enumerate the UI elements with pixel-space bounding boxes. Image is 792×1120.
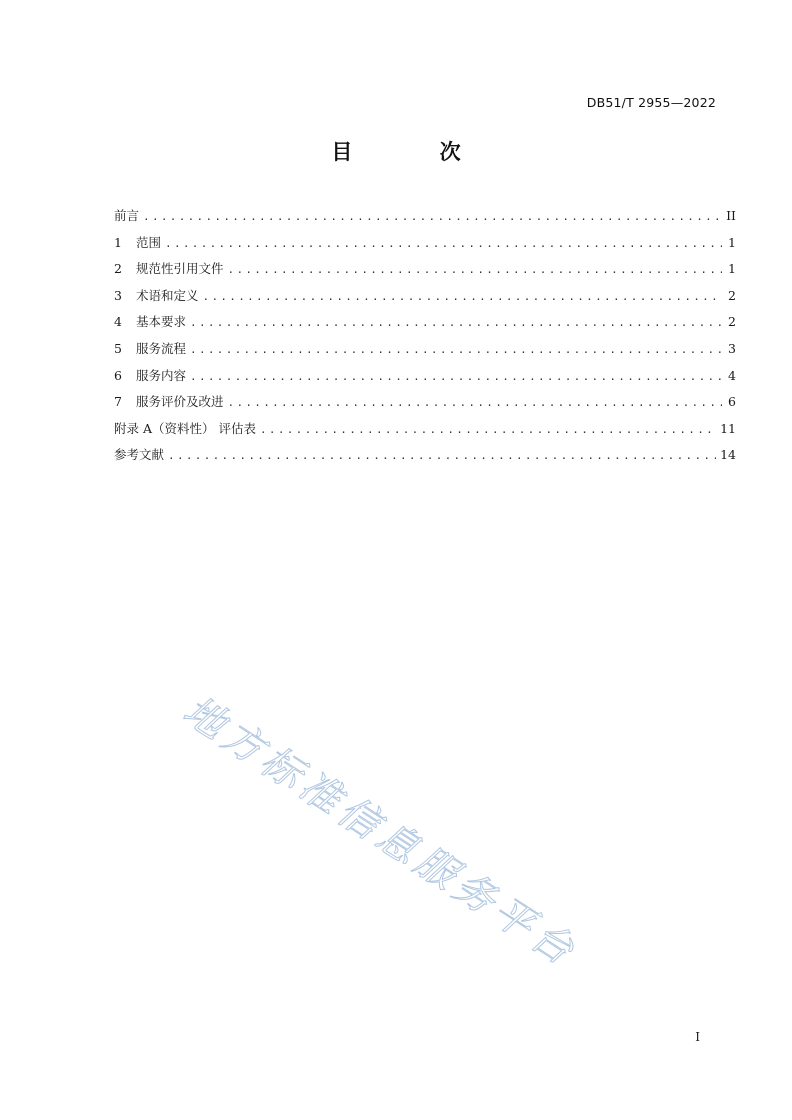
toc-entry-label: 基本要求 — [136, 314, 187, 330]
toc-entry-number: 7 — [114, 394, 122, 410]
toc-entry-service-content[interactable] — [114, 366, 736, 393]
toc-entry-page: 4 — [728, 367, 736, 383]
toc-entry-page: 11 — [720, 420, 736, 436]
toc-entry-scope[interactable] — [114, 233, 736, 260]
toc-entry-terms-definitions[interactable] — [114, 286, 736, 313]
watermark: 地方标准信息服务平台 — [175, 687, 586, 977]
toc-entry-number: 1 — [114, 234, 122, 250]
toc-entry-number: 6 — [114, 367, 122, 383]
toc-entry-page: II — [726, 208, 736, 223]
toc-entry-label: 规范性引用文件 — [136, 261, 224, 277]
toc-entry-label: 前言 — [114, 208, 140, 223]
toc-entry-normative-references[interactable] — [114, 259, 736, 286]
toc-entry-service-process[interactable] — [114, 339, 736, 366]
dot-leader — [143, 210, 722, 223]
toc-entry-page: 1 — [728, 234, 736, 250]
toc-entry-page: 2 — [728, 287, 736, 303]
table-of-contents — [114, 206, 736, 472]
toc-entry-label: 范围 — [136, 234, 162, 250]
toc-entry-foreword[interactable] — [114, 206, 736, 233]
dot-leader — [203, 290, 722, 303]
toc-entry-number: 3 — [114, 287, 122, 303]
page-number: I — [695, 1030, 700, 1044]
dot-leader — [260, 423, 716, 436]
toc-entry-label: 参考文献 — [114, 447, 165, 463]
toc-entry-bibliography[interactable] — [114, 445, 736, 472]
toc-entry-page: 14 — [720, 447, 736, 463]
toc-entry-label: 服务流程 — [136, 340, 187, 356]
toc-entry-number: 4 — [114, 314, 122, 330]
toc-entry-page: 1 — [728, 261, 736, 277]
toc-entry-page: 6 — [728, 394, 736, 410]
dot-leader — [190, 343, 722, 356]
toc-entry-number: 5 — [114, 340, 122, 356]
toc-entry-page: 2 — [728, 314, 736, 330]
toc-entry-number: 2 — [114, 261, 122, 277]
dot-leader — [228, 263, 722, 276]
document-code: DB51/T 2955—2022 — [586, 95, 716, 110]
page-title: 目 次 — [331, 140, 501, 164]
dot-leader — [168, 449, 716, 462]
toc-entry-appendix-a[interactable] — [114, 419, 736, 446]
dot-leader — [228, 396, 722, 409]
toc-entry-page: 3 — [728, 340, 736, 356]
dot-leader — [165, 237, 722, 250]
dot-leader — [190, 316, 722, 329]
toc-entry-label: 服务内容 — [136, 367, 187, 383]
toc-entry-basic-requirements[interactable] — [114, 312, 736, 339]
toc-entry-service-evaluation[interactable] — [114, 392, 736, 419]
dot-leader — [190, 370, 722, 383]
toc-entry-label: 附录 A（资料性） 评估表 — [114, 420, 256, 436]
toc-entry-label: 术语和定义 — [136, 287, 199, 303]
toc-entry-label: 服务评价及改进 — [136, 394, 224, 410]
